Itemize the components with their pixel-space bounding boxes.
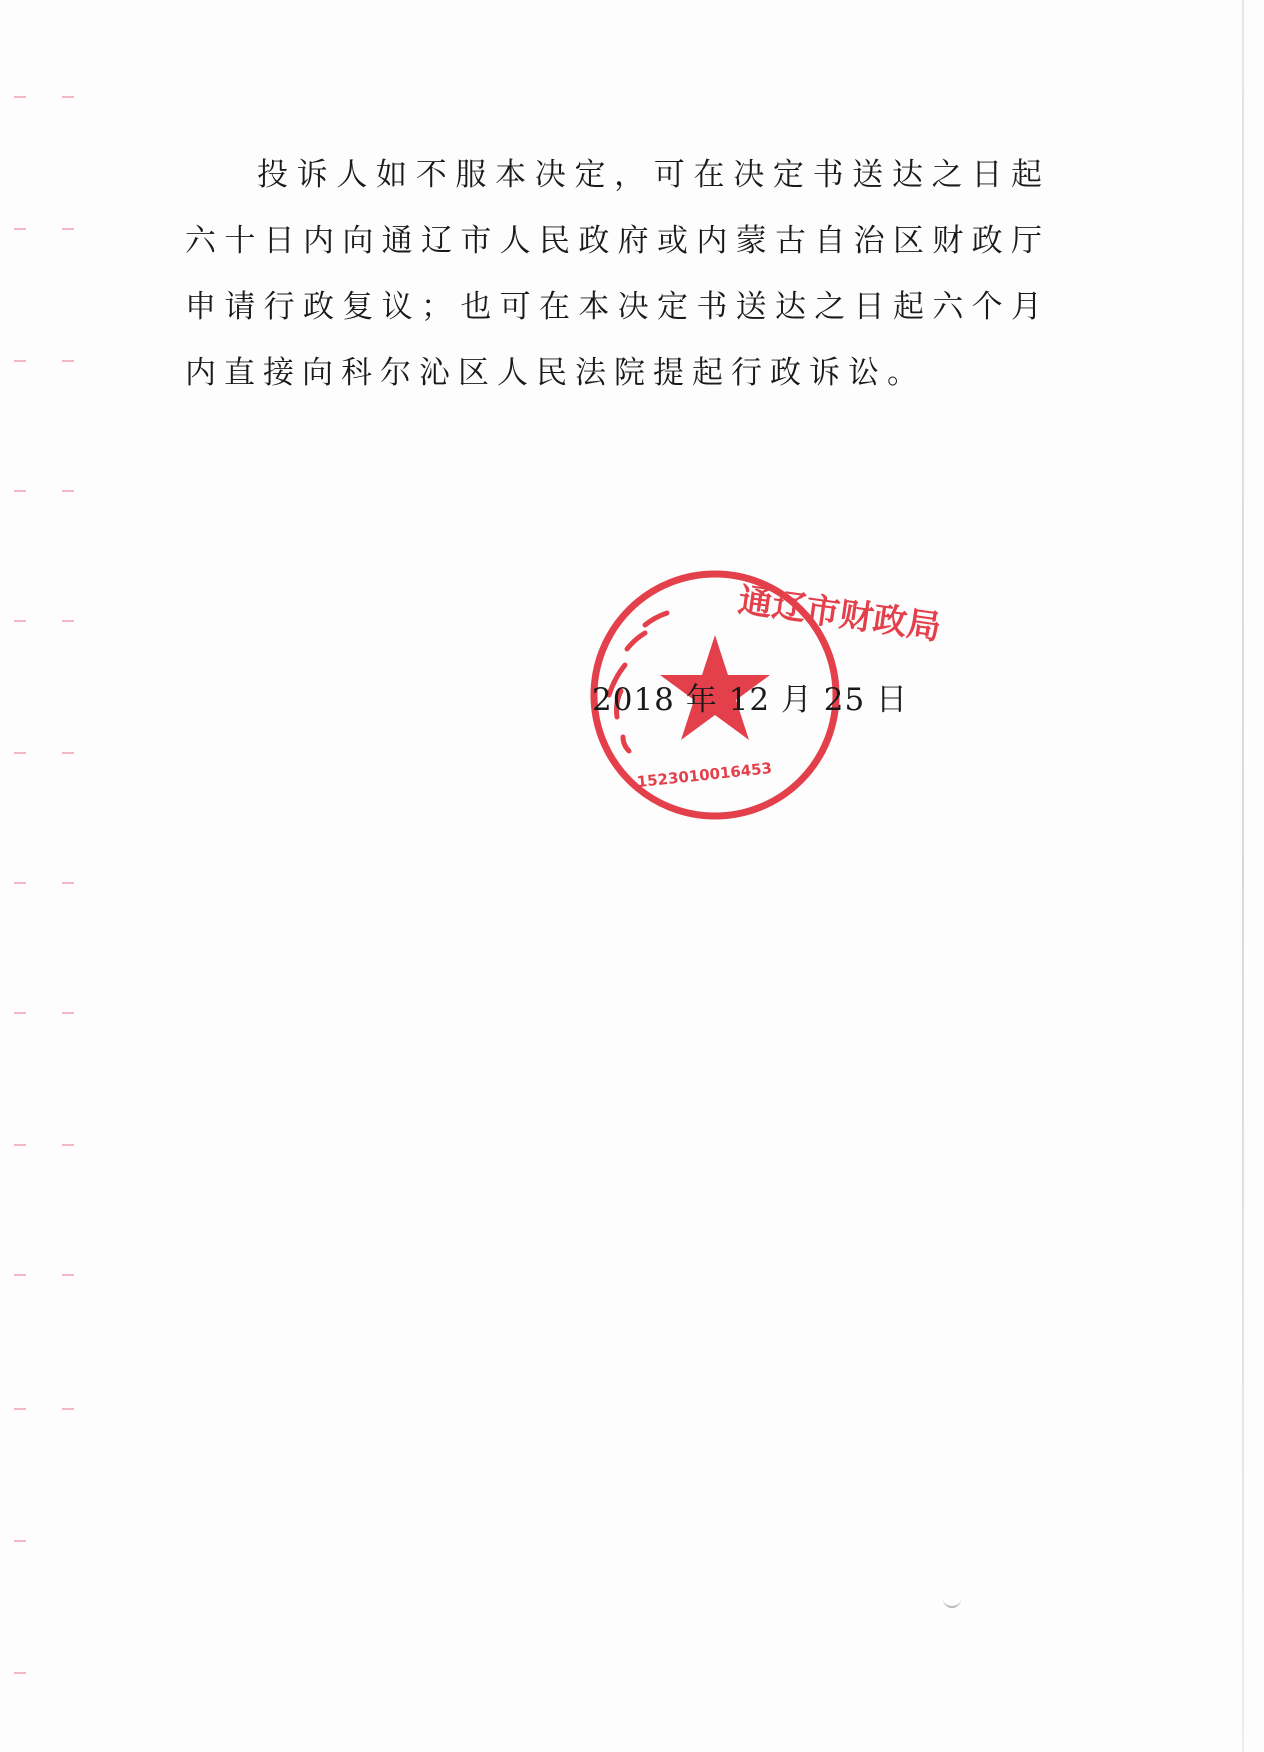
- binding-mark: [14, 1012, 26, 1014]
- binding-mark: [14, 752, 26, 754]
- binding-mark: [14, 882, 26, 884]
- binding-mark: [14, 620, 26, 622]
- binding-mark: [14, 228, 26, 230]
- binding-mark: [14, 1144, 26, 1146]
- binding-mark: [62, 1012, 74, 1014]
- binding-mark: [62, 490, 74, 492]
- binding-marks: [0, 0, 90, 1752]
- svg-text:通辽市财政局: 通辽市财政局: [735, 580, 944, 649]
- binding-mark: [62, 882, 74, 884]
- binding-mark: [14, 1672, 26, 1674]
- binding-mark: [62, 752, 74, 754]
- binding-mark: [62, 1144, 74, 1146]
- scan-edge: [1242, 0, 1244, 1752]
- binding-mark: [62, 1274, 74, 1276]
- appeal-paragraph: 投诉人如不服本决定，可在决定书送达之日起六十日内向通辽市人民政府或内蒙古自治区财政厅申请行政复议；也可在本决定书送达之日起六个月内直接向科尔沁区人民法院提起行政诉讼。: [185, 157, 1050, 391]
- binding-mark: [14, 96, 26, 98]
- binding-mark: [14, 1540, 26, 1542]
- binding-mark: [14, 1274, 26, 1276]
- document-date: 2018 年 12 月 25 日: [592, 682, 909, 718]
- binding-mark: [62, 360, 74, 362]
- binding-mark: [62, 228, 74, 230]
- binding-mark: [62, 96, 74, 98]
- binding-mark: [14, 490, 26, 492]
- scan-artifact: [943, 1596, 961, 1608]
- svg-text:1523010016453: 1523010016453: [635, 759, 773, 792]
- binding-mark: [14, 1408, 26, 1410]
- binding-mark: [62, 1408, 74, 1410]
- body-text: [185, 142, 1050, 406]
- binding-mark: [14, 360, 26, 362]
- binding-mark: [62, 620, 74, 622]
